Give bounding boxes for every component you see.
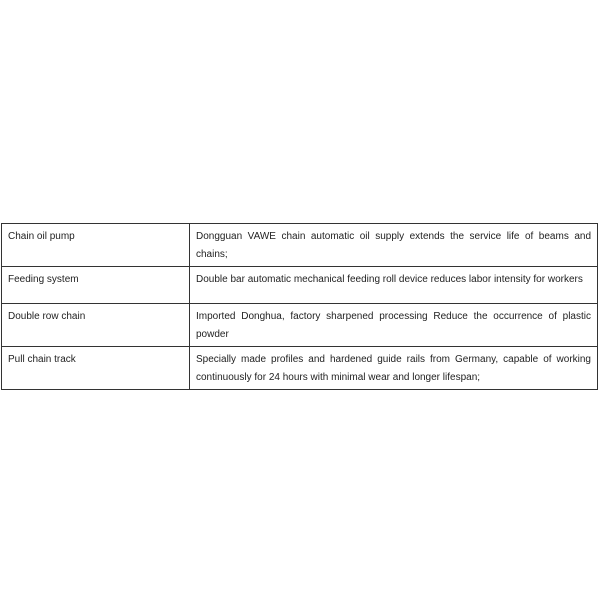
component-description-cell: Dongguan VAWE chain automatic oil supply extends the service life of beams and chains;: [190, 224, 598, 267]
component-name-cell: Chain oil pump: [2, 224, 190, 267]
component-description-cell: Specially made profiles and hardened guide rails from Germany, capable of working continuously for 24 hours with minimal wear and longer lifespan;: [190, 347, 598, 390]
table-row: [2, 267, 598, 304]
component-name-cell: Double row chain: [2, 304, 190, 347]
component-name-cell: Pull chain track: [2, 347, 190, 390]
table-row: [2, 304, 598, 347]
component-name-cell: Feeding system: [2, 267, 190, 304]
spec-table: [1, 223, 598, 390]
component-description-cell: Double bar automatic mechanical feeding roll device reduces labor intensity for workers: [190, 267, 598, 304]
component-description-cell: Imported Donghua, factory sharpened processing Reduce the occurrence of plastic powder: [190, 304, 598, 347]
table-row: [2, 224, 598, 267]
table-row: [2, 347, 598, 390]
